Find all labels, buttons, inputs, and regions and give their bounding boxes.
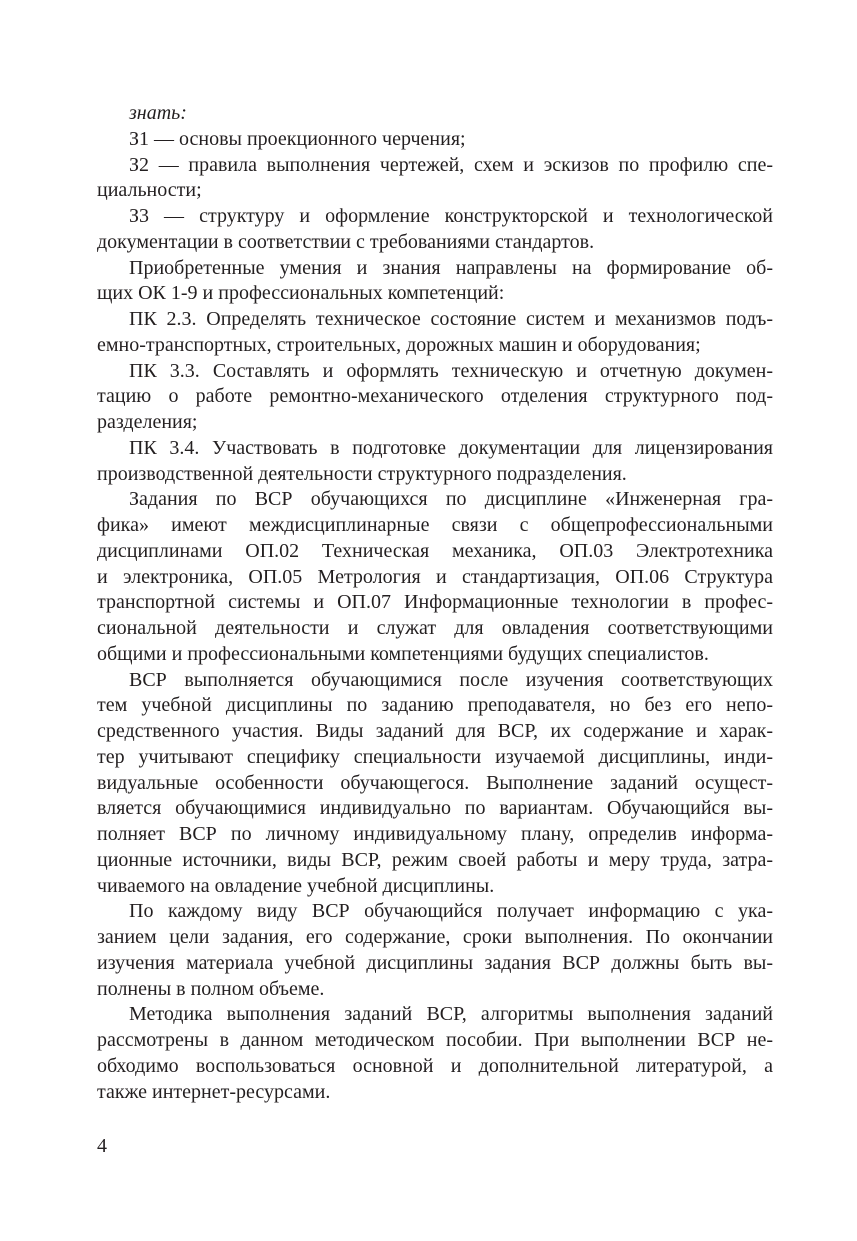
text-line: изучения материала учебной дисциплины задания ВСР должны быть вы- bbox=[97, 951, 773, 974]
text-line: общими и профессиональными компетенциями будущих специалистов. bbox=[97, 642, 709, 665]
paragraph bbox=[97, 1002, 773, 1105]
text-line: средственного участия. Виды заданий для ВСР, их содержание и харак- bbox=[97, 720, 773, 742]
paragraph bbox=[97, 436, 773, 488]
text-line: документации в соответствии с требованиями стандартов. bbox=[97, 230, 595, 253]
text-line: фика» имеют междисциплинарные связи с общепрофессиональными bbox=[97, 514, 773, 536]
text-line: полнены в полном объеме. bbox=[97, 977, 325, 1000]
text-line: З1 — основы проекционного черчения; bbox=[129, 127, 466, 150]
text-line: транспортной системы и ОП.07 Информационные технологии в профес- bbox=[97, 591, 773, 614]
text-line: Задания по ВСР обучающихся по дисциплине «Инженерная гра- bbox=[129, 488, 773, 511]
text-line: чиваемого на овладение учебной дисциплины. bbox=[97, 874, 495, 897]
paragraph bbox=[97, 307, 773, 359]
text-line: занием цели задания, его содержание, сроки выполнения. По окончании bbox=[97, 926, 773, 948]
text-line: также интернет-ресурсами. bbox=[97, 1080, 331, 1103]
text-line: полняет ВСР по личному индивидуальному плану, определив информа- bbox=[97, 823, 773, 845]
text-line: По каждому виду ВСР обучающийся получает информацию с ука- bbox=[129, 900, 773, 923]
paragraph bbox=[97, 101, 773, 127]
text-line: щих ОК 1-9 и профессиональных компетенций: bbox=[97, 282, 505, 305]
text-line: ВСР выполняется обучающимися после изучения соответствующих bbox=[129, 668, 773, 691]
paragraph bbox=[97, 359, 773, 436]
text-line: тер учитывают специфику специальности изучаемой дисциплины, инди- bbox=[97, 745, 773, 768]
paragraph bbox=[97, 487, 773, 667]
text-line: сиональной деятельности и служат для овладения соответствующими bbox=[97, 617, 773, 639]
text-line: рассмотрены в данном методическом пособии. При выполнении ВСР не- bbox=[97, 1029, 773, 1051]
text-line: Приобретенные умения и знания направлены на формирование об- bbox=[129, 256, 773, 279]
text-line: видуальные особенности обучающегося. Выполнение заданий осущест- bbox=[97, 771, 773, 794]
text-line: Методика выполнения заданий ВСР, алгоритмы выполнения заданий bbox=[129, 1003, 773, 1026]
text-line: циальности; bbox=[97, 179, 202, 202]
page-body-text bbox=[97, 101, 773, 1105]
text-line: тем учебной дисциплины по заданию преподавателя, но без его непо- bbox=[97, 694, 773, 717]
text-line: ПК 3.4. Участвовать в подготовке документации для лицензирования bbox=[129, 436, 773, 459]
paragraph bbox=[97, 256, 773, 308]
text-line: ционные источники, виды ВСР, режим своей работы и меру труда, затра- bbox=[97, 848, 773, 871]
text-line: З3 — структуру и оформление конструкторской и технологической bbox=[129, 205, 773, 227]
paragraph bbox=[97, 204, 773, 256]
page-number: 4 bbox=[97, 1135, 107, 1157]
text-line: емно-транспортных, строительных, дорожных машин и оборудования; bbox=[97, 333, 701, 356]
text-line: и электроника, ОП.05 Метрология и стандартизация, ОП.06 Структура bbox=[97, 565, 773, 588]
text-line: обходимо воспользоваться основной и дополнительной литературой, а bbox=[97, 1054, 773, 1077]
paragraph bbox=[97, 127, 773, 153]
paragraph bbox=[97, 153, 773, 205]
text-line: ПК 2.3. Определять техническое состояние систем и механизмов подъ- bbox=[129, 308, 773, 330]
text-line: знать: bbox=[129, 102, 187, 124]
text-line: производственной деятельности структурного подразделения. bbox=[97, 462, 627, 485]
paragraph bbox=[97, 899, 773, 1002]
text-line: вляется обучающимися индивидуально по вариантам. Обучающийся вы- bbox=[97, 797, 773, 820]
paragraph bbox=[97, 668, 773, 900]
text-line: ПК 3.3. Составлять и оформлять техническую и отчетную докумен- bbox=[129, 359, 773, 382]
text-line: разделения; bbox=[97, 411, 198, 433]
text-line: дисциплинами ОП.02 Техническая механика, ОП.03 Электротехника bbox=[97, 539, 773, 562]
text-line: тацию о работе ремонтно-механического отделения структурного под- bbox=[97, 385, 773, 408]
text-line: З2 — правила выполнения чертежей, схем и эскизов по профилю спе- bbox=[129, 153, 773, 176]
